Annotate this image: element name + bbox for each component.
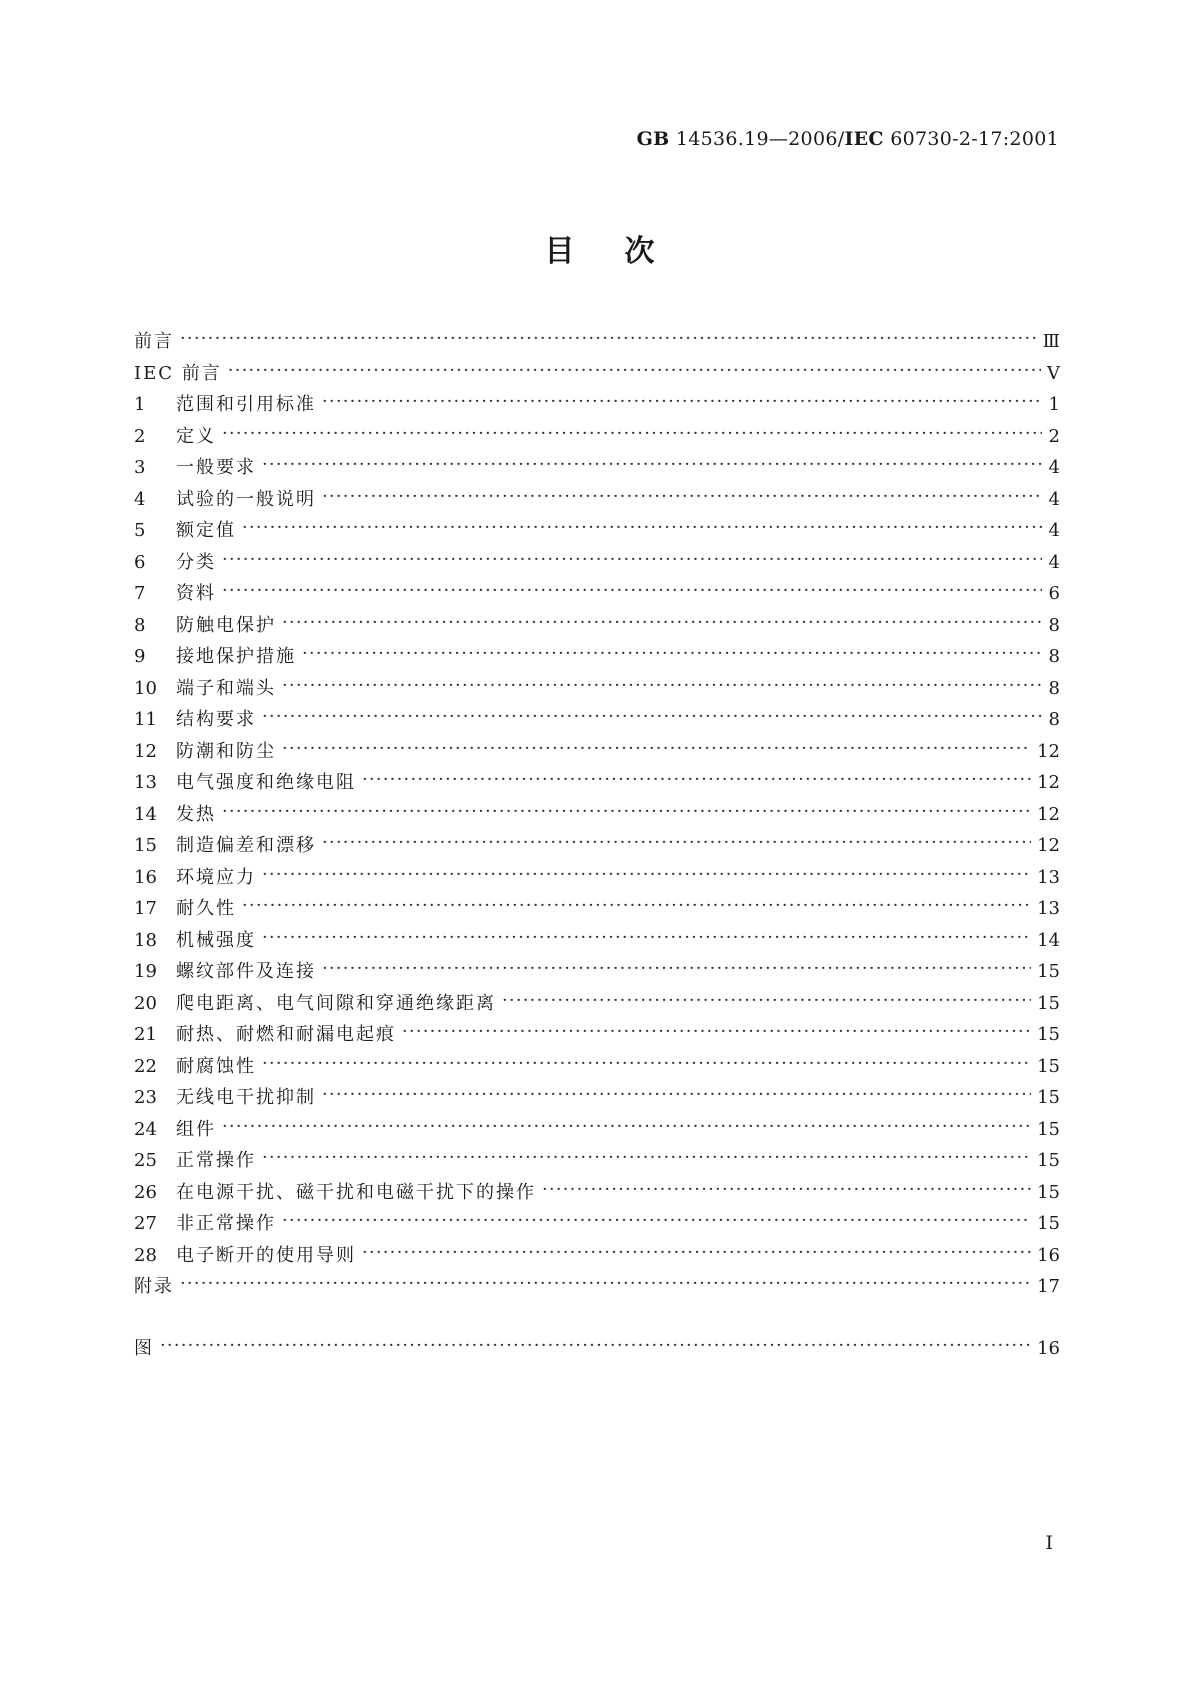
toc-dot-leader xyxy=(228,360,1041,381)
toc-entry-number: 2 xyxy=(134,425,146,447)
toc-entry-page: 12 xyxy=(1037,740,1060,762)
toc-entry[interactable] xyxy=(134,1146,1060,1178)
toc-entry-page: 12 xyxy=(1037,835,1060,856)
toc-entry-label: 防潮和防尘 xyxy=(176,740,276,762)
toc-entry-label: 耐腐蚀性 xyxy=(176,1055,256,1077)
toc-entry[interactable] xyxy=(134,863,1060,895)
toc-entry-page: 2 xyxy=(1048,425,1060,447)
toc-entry-number: 12 xyxy=(134,740,157,762)
toc-entry-page: 12 xyxy=(1037,772,1060,793)
header-num-gb: 14536.19—2006/ xyxy=(675,128,845,150)
toc-entry-label: 环境应力 xyxy=(176,866,256,888)
toc-entry[interactable] xyxy=(134,674,1060,706)
toc-entry-number: 4 xyxy=(134,488,146,510)
toc-dot-leader xyxy=(322,958,1031,979)
toc-entry[interactable] xyxy=(134,390,1060,422)
toc-entry-label: 图 xyxy=(134,1337,154,1359)
toc-entry-label: 爬电距离、电气间隙和穿通绝缘距离 xyxy=(176,992,496,1014)
toc-dot-leader xyxy=(282,675,1042,696)
toc-entry-page: 8 xyxy=(1048,646,1060,667)
header-num-iec: 60730-2-17:2001 xyxy=(890,128,1059,150)
toc-entry-number: 6 xyxy=(134,551,146,573)
toc-dot-leader xyxy=(362,769,1031,790)
toc-dot-leader xyxy=(282,738,1031,759)
toc-dot-leader xyxy=(362,1242,1031,1263)
toc-entry-page: 15 xyxy=(1037,1087,1060,1108)
toc-entry-label: 防触电保护 xyxy=(176,614,276,636)
toc-entry[interactable] xyxy=(134,579,1060,611)
toc-entry-label: 分类 xyxy=(176,551,216,573)
toc-entry-label: 组件 xyxy=(176,1118,216,1140)
toc-entry[interactable] xyxy=(134,548,1060,580)
toc-entry-page: 4 xyxy=(1048,551,1060,573)
toc-entry-number: 22 xyxy=(134,1055,157,1077)
toc-entry-label: 接地保护措施 xyxy=(176,646,296,667)
toc-entry-number: 16 xyxy=(134,866,157,888)
toc-entry-page: 15 xyxy=(1037,992,1060,1014)
toc-entry-number: 19 xyxy=(134,961,157,982)
toc-entry-page: 14 xyxy=(1037,929,1060,951)
standard-number-header xyxy=(637,128,1059,150)
toc-dot-leader xyxy=(222,801,1031,822)
toc-entry[interactable] xyxy=(134,1241,1060,1273)
toc-entry-number: 11 xyxy=(134,709,157,730)
toc-entry[interactable] xyxy=(134,737,1060,769)
toc-entry[interactable] xyxy=(134,831,1060,863)
toc-entry[interactable] xyxy=(134,1115,1060,1147)
toc-dot-leader xyxy=(322,1084,1031,1105)
toc-entry-page: 17 xyxy=(1037,1276,1060,1297)
toc-entry-number: 20 xyxy=(134,992,157,1014)
toc-entry[interactable] xyxy=(134,642,1060,674)
toc-entry[interactable] xyxy=(134,1209,1060,1241)
toc-dot-leader xyxy=(262,706,1042,727)
toc-entry[interactable] xyxy=(134,611,1060,643)
toc-spacer xyxy=(134,1304,1060,1334)
toc-entry-page: 8 xyxy=(1048,709,1060,730)
toc-entry-label: 定义 xyxy=(176,425,216,447)
toc-dot-leader xyxy=(262,864,1031,885)
toc-entry-label: 在电源干扰、磁干扰和电磁干扰下的操作 xyxy=(176,1181,536,1203)
toc-entry-number: 24 xyxy=(134,1118,157,1140)
toc-entry-page: 4 xyxy=(1048,457,1060,478)
toc-entry-page: 1 xyxy=(1048,394,1060,415)
toc-entry[interactable] xyxy=(134,1083,1060,1115)
toc-entry-number: 13 xyxy=(134,772,157,793)
toc-entry-label: 电气强度和绝缘电阻 xyxy=(176,772,356,793)
toc-dot-leader xyxy=(222,423,1042,444)
toc-entry-page: 8 xyxy=(1048,677,1060,699)
page-title: 目次 xyxy=(544,234,705,269)
toc-entry[interactable] xyxy=(134,327,1060,359)
page-number: I xyxy=(1045,1532,1053,1554)
toc-entry[interactable] xyxy=(134,1020,1060,1052)
toc-entry-number: 14 xyxy=(134,803,157,825)
toc-entry-number: 27 xyxy=(134,1213,157,1234)
toc-dot-leader xyxy=(322,832,1031,853)
toc-dot-leader xyxy=(302,643,1042,664)
toc-dot-leader xyxy=(242,895,1031,916)
toc-entry-label: 耐久性 xyxy=(176,898,236,919)
toc-entry-number: 1 xyxy=(134,394,146,415)
toc-entry-label: 螺纹部件及连接 xyxy=(176,961,316,982)
toc-dot-leader xyxy=(502,990,1031,1011)
toc-dot-leader xyxy=(262,454,1042,475)
toc-entry-label: 机械强度 xyxy=(176,929,256,951)
toc-entry-label: 前言 xyxy=(134,331,174,352)
toc-entry-page: 13 xyxy=(1037,866,1060,888)
toc-entry-label: 试验的一般说明 xyxy=(176,488,316,510)
toc-entry-number: 23 xyxy=(134,1087,157,1108)
toc-entry-number: 7 xyxy=(134,583,146,604)
toc-dot-leader xyxy=(262,1053,1031,1074)
toc-entry-number: 28 xyxy=(134,1244,157,1266)
toc-entry-page: Ⅲ xyxy=(1042,331,1060,352)
toc-entry[interactable] xyxy=(134,926,1060,958)
toc-entry-number: 8 xyxy=(134,614,146,636)
toc-entry-number: 21 xyxy=(134,1024,157,1045)
toc-entry-number: 3 xyxy=(134,457,146,478)
toc-entry[interactable] xyxy=(134,800,1060,832)
toc-entry-label: 范围和引用标准 xyxy=(176,394,316,415)
toc-entry-label: 资料 xyxy=(176,583,216,604)
toc-entry-number: 5 xyxy=(134,520,146,541)
toc-dot-leader xyxy=(322,391,1042,412)
toc-entry-page: 15 xyxy=(1037,961,1060,982)
toc-entry-number: 25 xyxy=(134,1150,157,1171)
toc-entry-number: 10 xyxy=(134,677,157,699)
toc-entry-number: 9 xyxy=(134,646,146,667)
toc-entry-label: IEC 前言 xyxy=(134,362,222,384)
toc-entry[interactable] xyxy=(134,516,1060,548)
toc-entry-page: 15 xyxy=(1037,1213,1060,1234)
toc-entry-number: 15 xyxy=(134,835,157,856)
toc-entry-page: 13 xyxy=(1037,898,1060,919)
toc-entry-label: 无线电干扰抑制 xyxy=(176,1087,316,1108)
toc-entry-page: 15 xyxy=(1037,1118,1060,1140)
toc-entry-label: 正常操作 xyxy=(176,1150,256,1171)
toc-entry-label: 一般要求 xyxy=(176,457,256,478)
toc-entry-label: 附录 xyxy=(134,1276,174,1297)
toc-entry-label: 电子断开的使用导则 xyxy=(176,1244,356,1266)
toc-entry-label: 额定值 xyxy=(176,520,236,541)
header-std-iec: IEC xyxy=(844,128,884,150)
toc-dot-leader xyxy=(542,1179,1031,1200)
toc-entry-label: 端子和端头 xyxy=(176,677,276,699)
toc-entry-page: 4 xyxy=(1048,488,1060,510)
toc-entry-page: 16 xyxy=(1037,1337,1060,1359)
toc-entry-label: 耐热、耐燃和耐漏电起痕 xyxy=(176,1024,396,1045)
toc-entry[interactable] xyxy=(134,1052,1060,1084)
toc-entry-page: 6 xyxy=(1048,583,1060,604)
toc-entry-page: V xyxy=(1047,362,1060,384)
toc-entry[interactable] xyxy=(134,957,1060,989)
toc-dot-leader xyxy=(222,549,1042,570)
header-std-gb: GB xyxy=(636,128,670,150)
toc-entry[interactable] xyxy=(134,1272,1060,1304)
toc-entry-label: 结构要求 xyxy=(176,709,256,730)
toc-entry[interactable] xyxy=(134,989,1060,1021)
toc-dot-leader xyxy=(262,1147,1031,1168)
toc-dot-leader xyxy=(262,927,1031,948)
toc-entry[interactable] xyxy=(134,359,1060,391)
toc-entry-number: 17 xyxy=(134,898,157,919)
toc-entry-page: 15 xyxy=(1037,1150,1060,1171)
toc-entry-page: 15 xyxy=(1037,1055,1060,1077)
toc-entry-number: 18 xyxy=(134,929,157,951)
toc-dot-leader xyxy=(282,1210,1031,1231)
toc-entry-page: 8 xyxy=(1048,614,1060,636)
toc-entry-page: 15 xyxy=(1037,1024,1060,1045)
toc-entry[interactable] xyxy=(134,705,1060,737)
toc-dot-leader xyxy=(242,517,1042,538)
toc-dot-leader xyxy=(282,612,1042,633)
toc-dot-leader xyxy=(180,328,1037,349)
toc-entry-figures[interactable] xyxy=(134,1334,1060,1366)
toc-entry[interactable] xyxy=(134,768,1060,800)
toc-entry-page: 16 xyxy=(1037,1244,1060,1266)
toc-entry-page: 12 xyxy=(1037,803,1060,825)
toc-dot-leader xyxy=(222,580,1042,601)
toc-dot-leader xyxy=(402,1021,1031,1042)
toc-entry-label: 发热 xyxy=(176,803,216,825)
toc-entry-page: 15 xyxy=(1037,1181,1060,1203)
toc-dot-leader xyxy=(160,1335,1031,1356)
toc-entry[interactable] xyxy=(134,1178,1060,1210)
toc-entry[interactable] xyxy=(134,894,1060,926)
toc-dot-leader xyxy=(322,486,1042,507)
toc-dot-leader xyxy=(222,1116,1031,1137)
toc-entry[interactable] xyxy=(134,485,1060,517)
toc-dot-leader xyxy=(180,1273,1031,1294)
toc-entry-number: 26 xyxy=(134,1181,157,1203)
toc-entry-label: 制造偏差和漂移 xyxy=(176,835,316,856)
toc-entry[interactable] xyxy=(134,453,1060,485)
toc-entry[interactable] xyxy=(134,422,1060,454)
table-of-contents xyxy=(134,327,1060,1365)
toc-entry-page: 4 xyxy=(1048,520,1060,541)
toc-entry-label: 非正常操作 xyxy=(176,1213,276,1234)
